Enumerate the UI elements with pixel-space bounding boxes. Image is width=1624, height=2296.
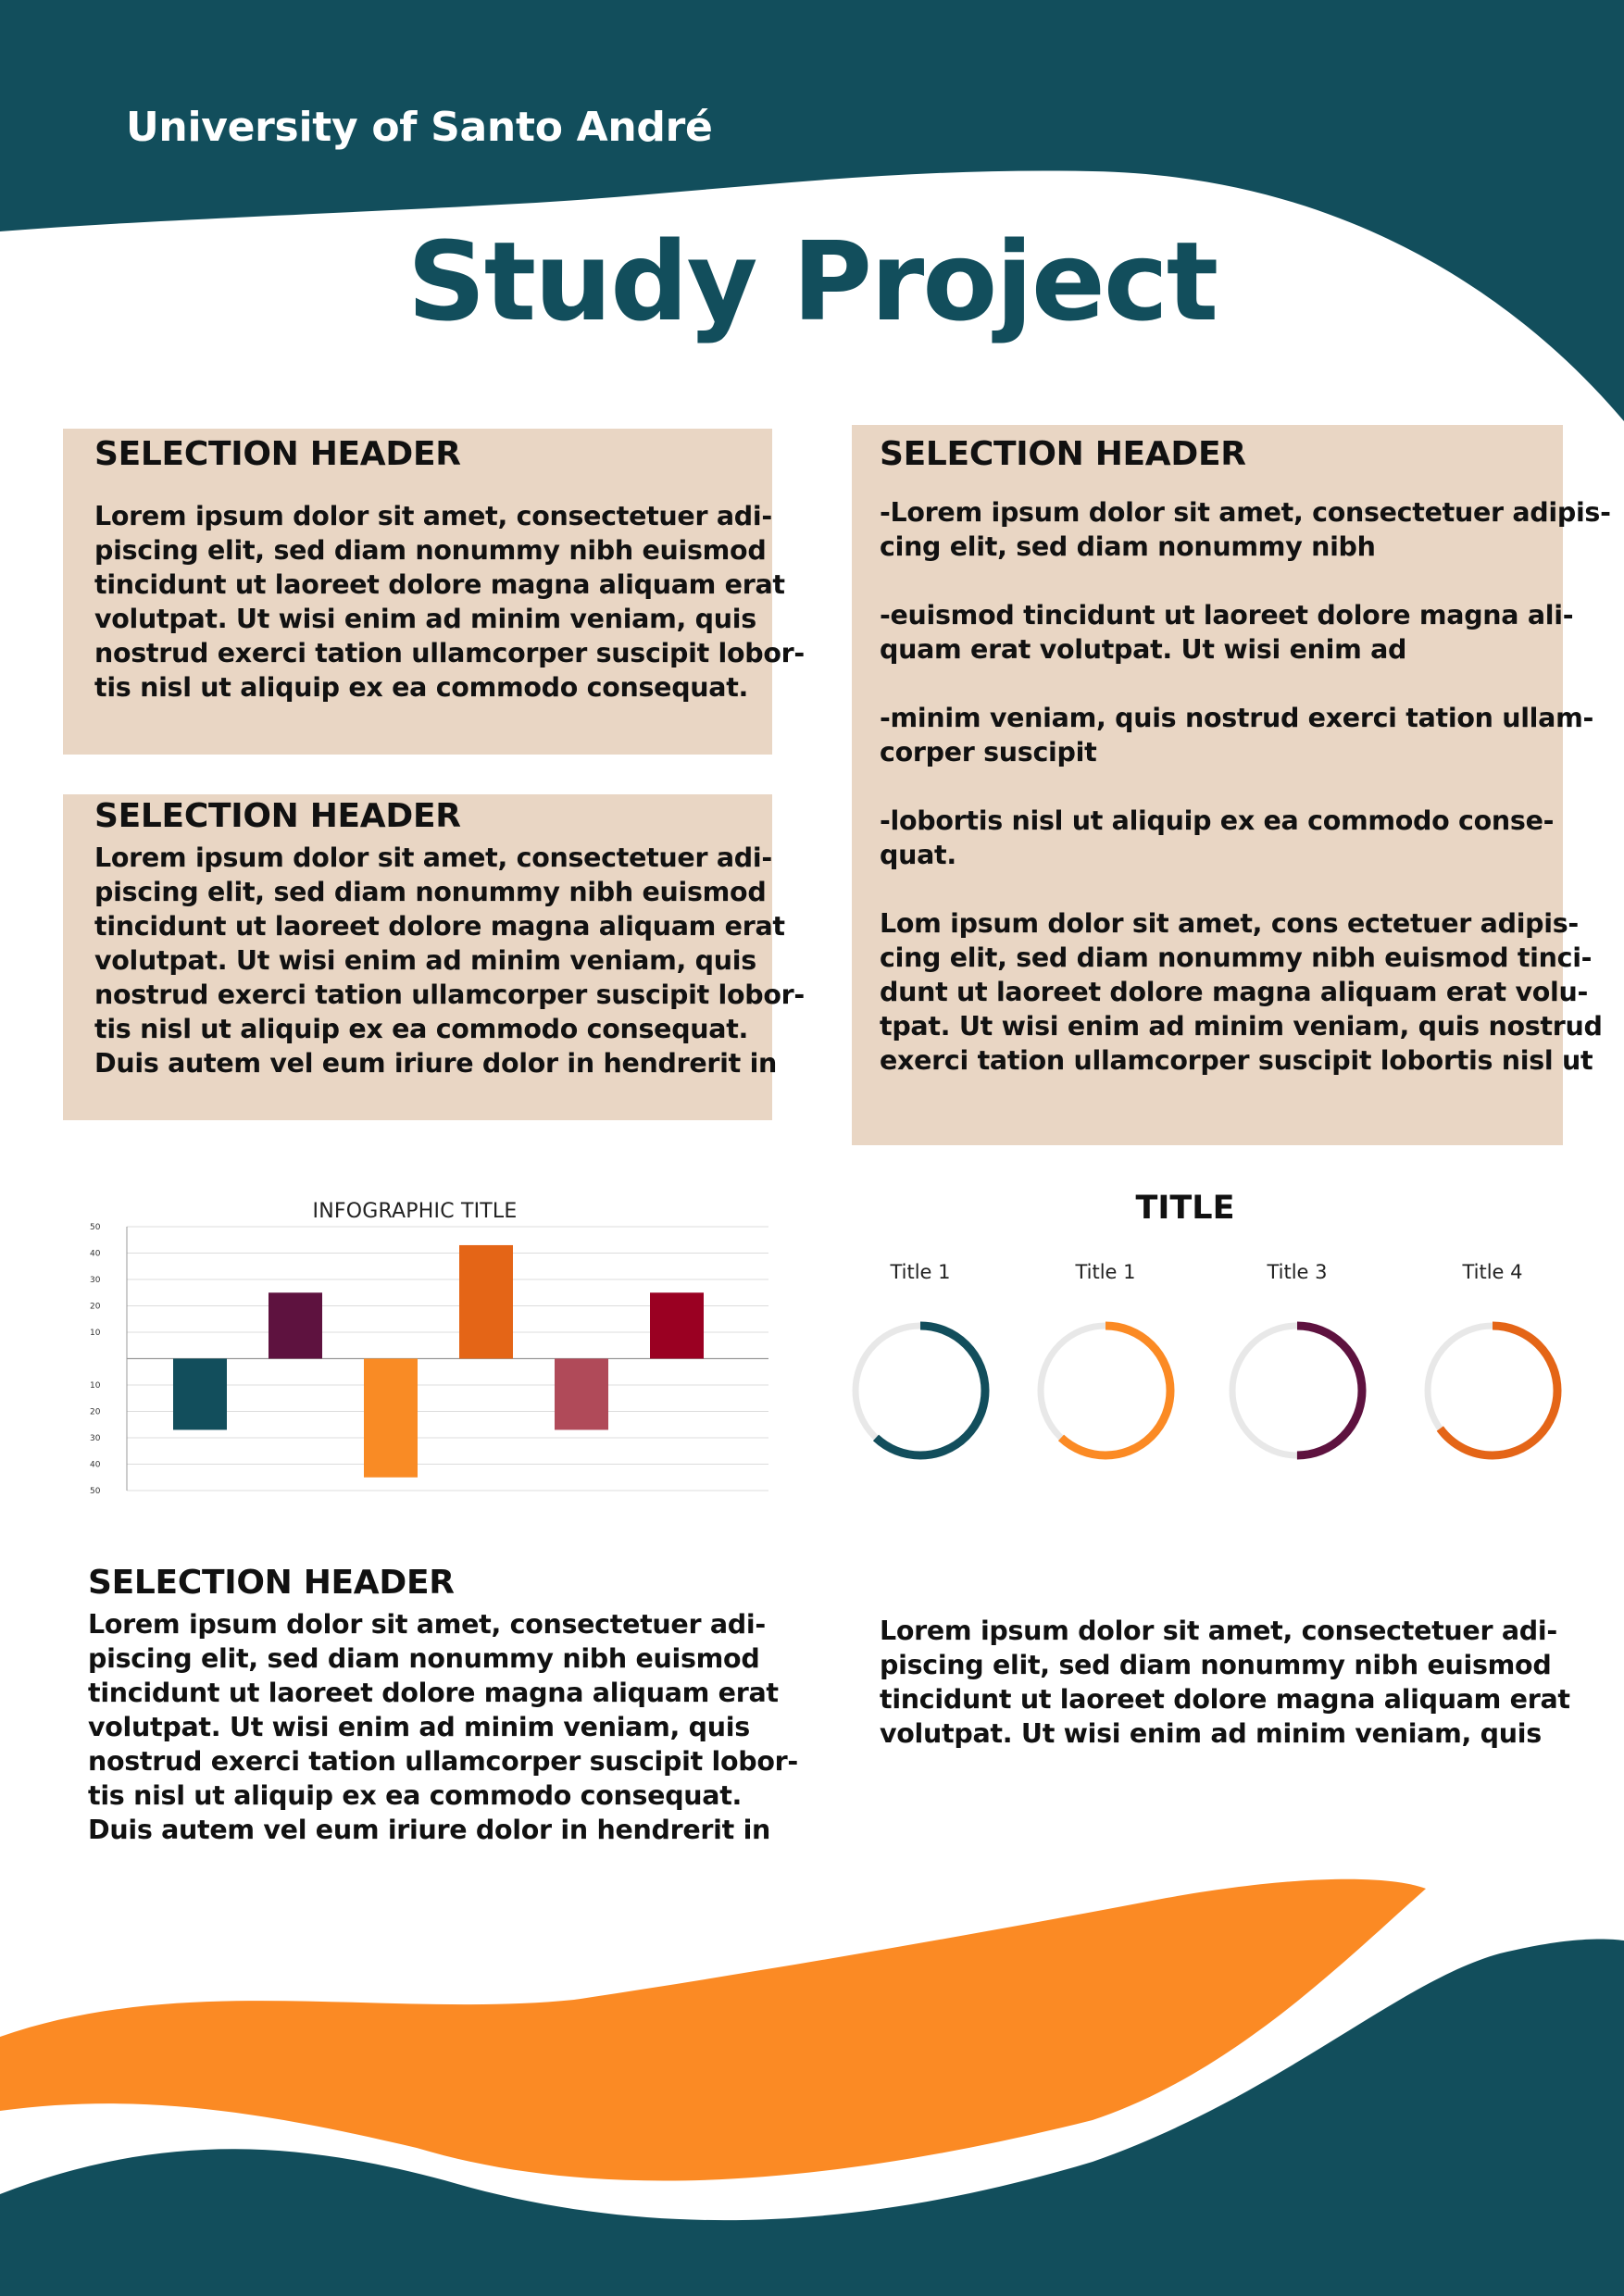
text-line: tincidunt ut laoreet dolore magna aliquam erat [94,568,785,600]
donut-label: Title 1 [1075,1261,1136,1283]
text-line: volutpat. Ut wisi enim ad minim veniam, quis [94,603,756,634]
text-line: Lorem ipsum dolor sit amet, consectetuer adi- [94,500,772,531]
text-line: piscing elit, sed diam nonummy nibh euismod [94,876,767,907]
chart-title: INFOGRAPHIC TITLE [312,1200,518,1223]
bar-5 [555,1359,608,1430]
text-line: Lorem ipsum dolor sit amet, consectetuer adi- [880,1616,1557,1646]
text-line: Duis autem vel eum iriure dolor in hendrerit in [94,1047,778,1079]
text-line: tpat. Ut wisi enim ad minim veniam, quis nostrud [880,1010,1603,1042]
text-line: nostrud exerci tation ullamcorper suscipit lobor- [94,979,805,1010]
y-tick-label: 10 [90,1381,101,1391]
section-header: SELECTION HEADER [880,435,1246,473]
text-line: cing elit, sed diam nonummy nibh euismod tinci- [880,942,1593,973]
text-line: Duis autem vel eum iriure dolor in hendrerit in [88,1814,771,1845]
bar-3 [364,1359,418,1478]
text-line: -Lorem ipsum dolor sit amet, consectetuer adipis- [880,496,1611,528]
y-tick-label: 50 [90,1223,101,1232]
text-line: cing elit, sed diam nonummy nibh [880,530,1376,562]
bullet-paragraph [880,598,1574,667]
y-tick-label: 20 [90,1407,101,1417]
y-tick-label: 40 [90,1460,101,1470]
bar-6 [650,1292,704,1358]
top-wave [0,0,1624,421]
text-line: Lorem ipsum dolor sit amet, consectetuer adi- [94,842,772,873]
bottom-left-section [88,1564,798,1847]
text-line: -minim veniam, quis nostrud exerci tation ullam- [880,702,1593,733]
section-body [880,495,1611,1078]
text-line: quam erat volutpat. Ut wisi enim ad [880,633,1407,665]
y-tick-label: 30 [90,1276,101,1285]
text-line: quat. [880,839,956,870]
text-line: volutpat. Ut wisi enim ad minim veniam, quis [94,944,756,976]
text-line: volutpat. Ut wisi enim ad minim veniam, quis [88,1711,750,1742]
donut-group-title: TITLE [1135,1190,1235,1227]
section-body [880,1614,1583,1751]
donut-label: Title 4 [1462,1261,1523,1283]
donut-label: Title 1 [890,1261,951,1283]
university-name: University of Santo André [126,104,713,151]
bar-4 [459,1245,513,1359]
section-card-1 [63,429,805,755]
y-tick-label: 30 [90,1434,101,1443]
text-line: Lom ipsum dolor sit amet, cons ectetuer adipis- [880,907,1579,939]
text-line: tis nisl ut aliquip ex ea commodo consequat. [88,1779,743,1811]
y-tick-label: 50 [90,1487,101,1495]
text-line: tis nisl ut aliquip ex ea commodo consequat. [94,671,749,703]
donut-label: Title 3 [1267,1261,1328,1283]
bar-chart [88,1217,778,1495]
text-line: -lobortis nisl ut aliquip ex ea commodo conse- [880,805,1555,836]
bullet-paragraph [880,495,1611,564]
text-line: Lorem ipsum dolor sit amet, consectetuer adi- [88,1608,766,1640]
text-line: tincidunt ut laoreet dolore magna aliquam erat [880,1684,1570,1715]
section-card-2 [63,794,805,1120]
text-line: -euismod tincidunt ut laoreet dolore magna ali- [880,599,1574,630]
section-header: SELECTION HEADER [88,1564,455,1602]
bottom-right-section [880,1614,1583,1751]
text-line: tincidunt ut laoreet dolore magna aliquam erat [88,1677,779,1708]
text-line: tis nisl ut aliquip ex ea commodo consequat. [94,1013,749,1044]
donut-chart [1214,1307,1380,1474]
text-line: nostrud exerci tation ullamcorper suscipit lobor- [88,1745,798,1777]
bullet-paragraph [880,701,1593,769]
section-header: SELECTION HEADER [94,797,461,835]
section-body [88,1607,798,1847]
text-line: nostrud exerci tation ullamcorper suscipit lobor- [94,637,805,668]
y-tick-label: 20 [90,1302,101,1312]
text-line: piscing elit, sed diam nonummy nibh euismod [880,1650,1552,1680]
bullet-paragraph [880,906,1603,1078]
bar-1 [173,1359,227,1430]
text-line: dunt ut laoreet dolore magna aliquam erat volu- [880,976,1589,1007]
section-header: SELECTION HEADER [94,435,461,473]
bullet-paragraph [880,804,1555,872]
page-title: Study Project [406,218,1218,345]
donut-chart [837,1307,1004,1474]
donut-chart [1022,1307,1189,1474]
text-line: piscing elit, sed diam nonummy nibh euismod [88,1642,760,1674]
text-line: volutpat. Ut wisi enim ad minim veniam, quis [880,1718,1542,1749]
text-line: tincidunt ut laoreet dolore magna aliquam erat [94,910,785,942]
section-body [94,841,805,1080]
y-tick-label: 10 [90,1329,101,1338]
donut-chart [1409,1307,1576,1474]
text-line: corper suscipit [880,736,1097,767]
text-line: piscing elit, sed diam nonummy nibh euismod [94,534,767,566]
y-tick-label: 40 [90,1249,101,1259]
section-card-3 [852,425,1611,1145]
bar-2 [269,1292,322,1358]
text-line: exerci tation ullamcorper suscipit lobortis nisl ut [880,1044,1593,1076]
section-body [94,499,805,705]
